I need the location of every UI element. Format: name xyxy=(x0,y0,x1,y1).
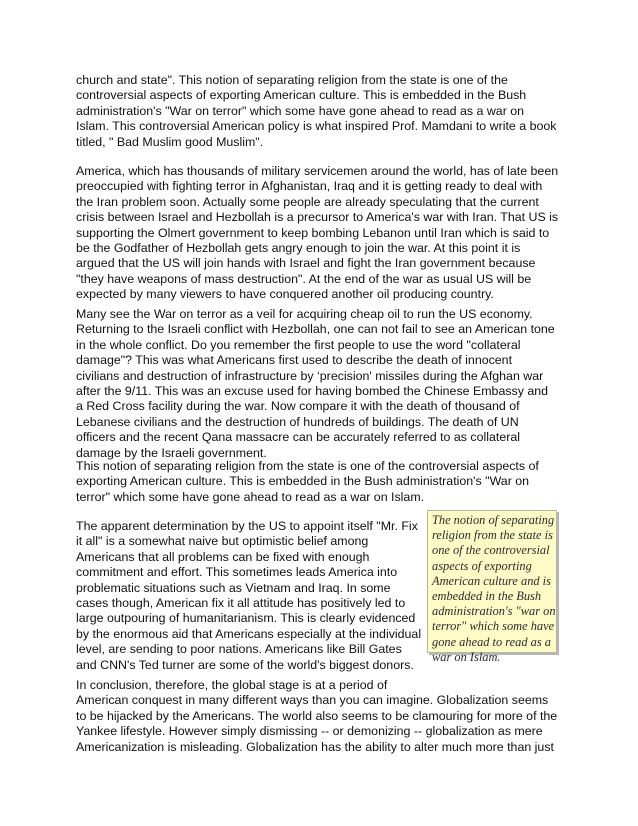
paragraph-mr-fix-it-all: The apparent determination by the US to appoint itself "Mr. Fix it all" is a somewhat naive but optimistic belief among Americans that all problems can be fixed with enough commitment and effort. This sometimes leads America into problematic situations such as Vietnam and Iraq. In some cases though, American fix it all attitude has positively led to large outpouring of humanitarianism. This is clearly evidenced by the enormous aid that Americans especially at the individual level, are sending to poor nations. Americans like Bill Gates and CNN's Ted turner are some of the world's biggest donors. xyxy=(76,519,422,672)
paragraph-war-on-terror-oil: Many see the War on terror as a veil for acquiring cheap oil to run the US economy. Returning to the Israeli conflict with Hezbollah, one can not fail to see an American tone in the whole conflict. Do you remember the first people to use the word "collateral damage"? This was what Americans first used to describe the death of innocent civilians and destruction of infrastructure by ‘precision' missiles during the Afghan war after the 9/11. This was an excuse used for having bombed the Chinese Embassy and a Red Cross facility during the war. Now compare it with the death of thousand of Lebanese civilians and the destruction of hundreds of buildings. The death of UN officers and the recent Qana massacre can be accurately referred to as collateral damage by the Israeli government. xyxy=(76,307,555,460)
pull-quote-box: The notion of separating religion from the state is one of the controversial aspects of exporting American culture and is embedded in the Bush administration's "war on terror" which some have gone ahead to read as a war on Islam. xyxy=(427,510,557,653)
paragraph-america-military: America, which has thousands of military servicemen around the world, has of late been preoccupied with fighting terror in Afghanistan, Iraq and it is getting ready to deal with the Iran problem soon. Actually some people are already speculating that the current crisis between Israel and Hezbollah is a precursor to America's war with Iran. That US is supporting the Olmert government to keep bombing Lebanon until Iran which is said to be the Godfather of Hezbollah gets angry enough to join the war. At this point it is argued that the US will join hands with Israel and fight the Iran government because "they have weapons of mass destruction". At the end of the war as usual US will be expected by many viewers to have conquered another oil producing country. xyxy=(76,164,559,302)
paragraph-church-and-state: church and state". This notion of separating religion from the state is one of the controversial aspects of exporting American culture. This is embedded in the Bush administration's "War on terror" which some have gone ahead to read as a war on Islam. This controversial American policy is what inspired Prof. Mamdani to write a book titled, " Bad Muslim good Muslim". xyxy=(76,73,557,149)
paragraph-separating-religion: This notion of separating religion from the state is one of the controversial aspects of exporting American culture. This is embedded in the Bush administration's "War on terror" which some have gone ahead to read as a war on Islam. xyxy=(76,459,539,504)
paragraph-conclusion: In conclusion, therefore, the global stage is at a period of American conquest in many different ways than you can imagine. Globalization seems to be hijacked by the Americans. The world also seems to be clamouring for more of the Yankee lifestyle. However simply dismissing -- or demonizing -- globalization as mere Americanization is misleading. Globalization has the ability to alter much more than just xyxy=(76,678,558,754)
